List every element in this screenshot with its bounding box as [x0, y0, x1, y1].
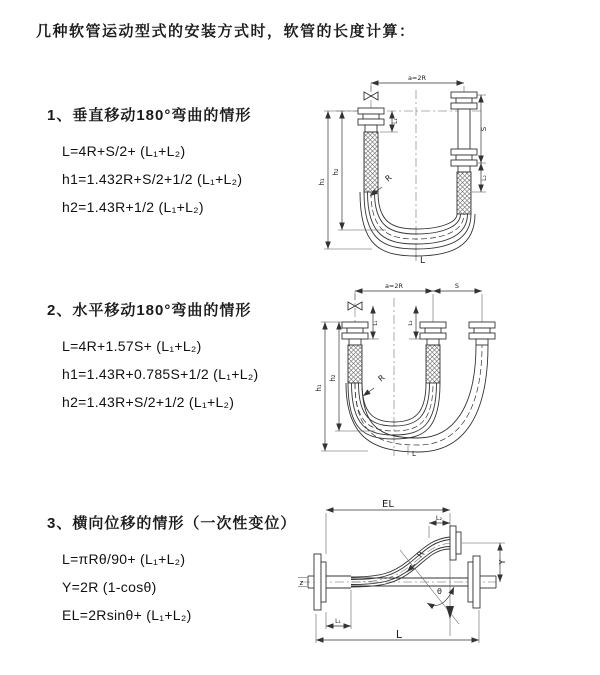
- dim-label-h2: h₂: [332, 168, 340, 176]
- formula-line: L=4R+1.57S+ (L₁+L₂): [62, 338, 202, 354]
- formula-line: h2=1.43R+S/2+1/2 (L₁+L₂): [62, 394, 235, 410]
- diagram-1-drawing: [314, 70, 599, 264]
- section-2-heading: 2、水平移动180°弯曲的情形: [47, 302, 252, 319]
- formula-line: h1=1.432R+S/2+1/2 (L₁+L₂): [62, 171, 243, 187]
- left-riser-flange: [342, 322, 368, 383]
- radius-label: R: [415, 549, 426, 560]
- radius-label: R: [383, 173, 394, 184]
- section-horizontal-movement: [47, 299, 259, 416]
- dimension-l2: [429, 514, 450, 538]
- section-1-heading: 1、垂直移动180°弯曲的情形: [47, 107, 252, 124]
- section-2-formulas: [62, 332, 259, 416]
- dimension-l1: [326, 590, 351, 629]
- section-vertical-movement: [47, 104, 251, 221]
- formula-line: h2=1.43R+1/2 (L₁+L₂): [62, 199, 204, 215]
- dim-label-l2: L₂: [481, 175, 488, 181]
- dimension-l: [316, 610, 479, 643]
- diagram-horizontal-180-bend: [313, 278, 600, 458]
- diagram-vertical-180-bend: [314, 70, 599, 264]
- radius-callout: [363, 373, 387, 396]
- formula-line: L=4R+S/2+ (L₁+L₂): [62, 143, 186, 159]
- dim-label-l2: L₂: [435, 514, 443, 522]
- dim-label-h1: h₁: [315, 384, 323, 392]
- dim-label-l: L: [395, 628, 403, 641]
- length-label: L: [412, 450, 416, 458]
- length-label: L: [420, 256, 426, 264]
- dim-label-s: S: [480, 126, 488, 132]
- angle-construction: [400, 550, 459, 636]
- dim-label-a2r: a=2R: [384, 282, 404, 290]
- right-upper-flange: [450, 526, 461, 560]
- section-3-heading: 3、横向位移的情形（一次性变位）: [47, 515, 297, 532]
- diagram-lateral-displacement: [296, 490, 600, 660]
- dimension-width-a2r: [371, 74, 464, 92]
- formula-line: EL=2Rsinθ+ (L₁+L₂): [62, 607, 192, 623]
- radius-label: R: [376, 373, 387, 384]
- middle-riser-flange: [420, 322, 446, 383]
- formula-line: h1=1.43R+0.785S+1/2 (L₁+L₂): [62, 366, 259, 382]
- page-title: 几种软管运动型式的安装方式时，软管的长度计算：: [36, 23, 416, 40]
- length-callout: [416, 252, 425, 264]
- dimension-l2: [472, 163, 488, 192]
- dimension-s: [477, 95, 488, 163]
- dimension-s: [355, 282, 482, 322]
- dim-label-l1: L₁: [335, 618, 341, 625]
- displaced-hose-s-curve: [351, 537, 450, 587]
- section-lateral-displacement: [47, 512, 296, 629]
- left-riser-flange: [358, 108, 384, 192]
- dim-label-l2: L₂: [408, 320, 414, 326]
- datum-label: z: [299, 579, 304, 587]
- dim-label-el: EL: [382, 499, 394, 510]
- dim-label-l1: L₁: [392, 118, 399, 124]
- formula-line: L=πRθ/90+ (L₁+L₂): [62, 551, 186, 567]
- dim-label-a2r: a=2R: [407, 74, 427, 82]
- left-flange: [308, 554, 351, 610]
- formula-line: Y=2R (1-cosθ): [62, 579, 157, 595]
- dimension-width-a2r: [355, 282, 433, 291]
- diagram-3-drawing: [296, 490, 600, 660]
- diagram-2-drawing: [313, 278, 600, 458]
- dim-label-y: Y: [498, 559, 507, 565]
- angle-label: θ: [437, 587, 442, 596]
- section-1-formulas: [62, 137, 251, 221]
- dim-label-s: S: [454, 282, 460, 290]
- section-3-formulas: [62, 545, 296, 629]
- dim-label-h2: h₂: [329, 374, 337, 382]
- dim-label-l1: L₁: [373, 320, 379, 326]
- right-riser-flange: [451, 92, 477, 214]
- dim-label-h1: h₁: [318, 178, 326, 186]
- right-riser-flange: [469, 322, 495, 345]
